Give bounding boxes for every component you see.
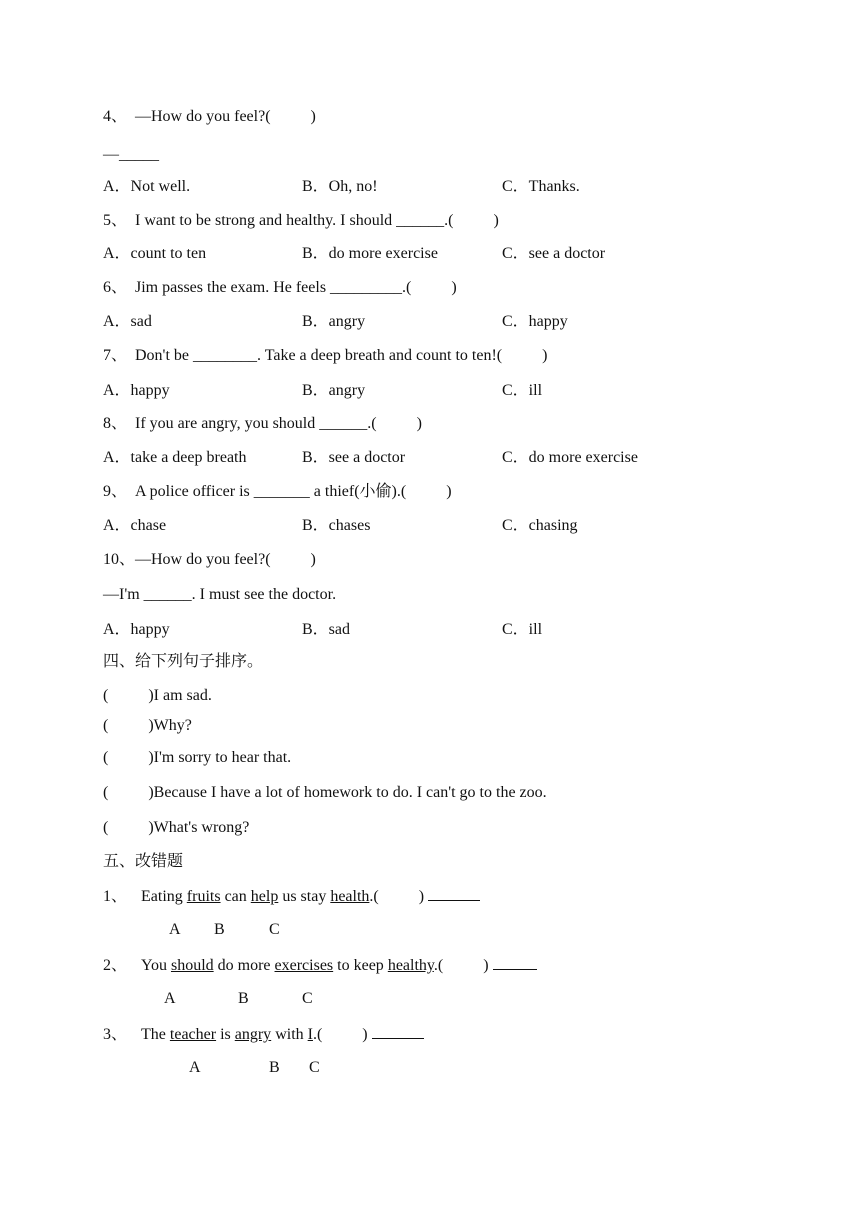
question-8-option-c: C．do more exercise xyxy=(502,449,638,466)
question-9-stem: 9、 A police officer is _______ a thief(小偷).( ) xyxy=(103,483,452,500)
question-5-option-b: B．do more exercise xyxy=(302,245,438,262)
correction-3-label-b: B xyxy=(269,1059,280,1076)
question-6-option-a: A．sad xyxy=(103,313,152,330)
correction-3-answer-blank[interactable] xyxy=(372,1024,424,1039)
correction-3-part-c: I xyxy=(307,1026,313,1043)
question-10-option-c: C．ill xyxy=(502,621,543,638)
question-10-option-b: B．sad xyxy=(302,621,351,638)
question-5-option-a: A．count to ten xyxy=(103,245,207,262)
order-item-5: ( )What's wrong? xyxy=(103,819,250,836)
correction-1-label-b: B xyxy=(214,921,225,938)
correction-1-number: 1、 xyxy=(103,888,128,905)
correction-1-part-c: health xyxy=(330,888,370,905)
correction-1-answer-blank[interactable] xyxy=(428,886,480,901)
question-5-option-c: C．see a doctor xyxy=(502,245,606,262)
correction-1-label-a: A xyxy=(169,921,181,938)
question-6-option-b: B．angry xyxy=(302,313,366,330)
question-8-option-a: A．take a deep breath xyxy=(103,449,247,466)
correction-3-part-a: teacher xyxy=(169,1026,217,1043)
correction-3-number: 3、 xyxy=(103,1026,128,1043)
order-item-2: ( )Why? xyxy=(103,717,192,734)
correction-2-label-a: A xyxy=(164,990,176,1007)
question-4-option-c: C．Thanks. xyxy=(502,178,580,195)
correction-1-part-a: fruits xyxy=(186,888,221,905)
question-7-option-a: A．happy xyxy=(103,382,170,399)
correction-2-answer-blank[interactable] xyxy=(493,955,537,970)
question-7-option-c: C．ill xyxy=(502,382,543,399)
correction-1-label-c: C xyxy=(269,921,280,938)
question-10-option-a: A．happy xyxy=(103,621,170,638)
question-4-stem: 4、 —How do you feel?( ) xyxy=(103,108,316,125)
section-4-title: 四、给下列句子排序。 xyxy=(103,653,264,670)
correction-3-label-a: A xyxy=(189,1059,201,1076)
question-9-option-b: B．chases xyxy=(302,517,371,534)
question-9-option-c: C．chasing xyxy=(502,517,578,534)
question-8-stem: 8、 If you are angry, you should ______.( ) xyxy=(103,415,422,432)
correction-2-label-b: B xyxy=(238,990,249,1007)
question-9-option-a: A．chase xyxy=(103,517,167,534)
question-5-stem: 5、 I want to be strong and healthy. I should ______.( ) xyxy=(103,212,499,229)
correction-2-part-a: should xyxy=(170,957,214,974)
correction-3-sentence: 3、 The teacher is angry with I.( ) xyxy=(103,1024,424,1045)
question-4-option-a: A．Not well. xyxy=(103,178,191,195)
correction-2-part-b: exercises xyxy=(274,957,334,974)
question-10-answer-line: —I'm ______. I must see the doctor. xyxy=(103,586,337,603)
order-item-4: ( )Because I have a lot of homework to do. I can't go to the zoo. xyxy=(103,784,547,801)
order-item-3: ( )I'm sorry to hear that. xyxy=(103,749,292,766)
order-item-1: ( )I am sad. xyxy=(103,687,212,704)
correction-3-label-c: C xyxy=(309,1059,320,1076)
correction-2-number: 2、 xyxy=(103,957,128,974)
question-4-option-b: B．Oh, no! xyxy=(302,178,378,195)
correction-1-part-b: help xyxy=(250,888,279,905)
correction-2-sentence: 2、 You should do more exercises to keep healthy.( ) xyxy=(103,955,537,976)
question-10-stem: 10、—How do you feel?( ) xyxy=(103,551,316,568)
section-5-title: 五、改错题 xyxy=(103,853,184,870)
question-7-option-b: B．angry xyxy=(302,382,366,399)
question-6-option-c: C．happy xyxy=(502,313,568,330)
question-7-stem: 7、 Don't be ________. Take a deep breath and count to ten!( ) xyxy=(103,347,548,364)
question-6-stem: 6、 Jim passes the exam. He feels _________.( ) xyxy=(103,279,457,296)
correction-1-sentence: 1、 Eating fruits can help us stay health.( ) xyxy=(103,886,480,907)
correction-2-part-c: healthy xyxy=(387,957,434,974)
question-4-answer-line: —_____ xyxy=(103,146,159,163)
question-8-option-b: B．see a doctor xyxy=(302,449,406,466)
correction-3-part-b: angry xyxy=(234,1026,272,1043)
correction-2-label-c: C xyxy=(302,990,313,1007)
